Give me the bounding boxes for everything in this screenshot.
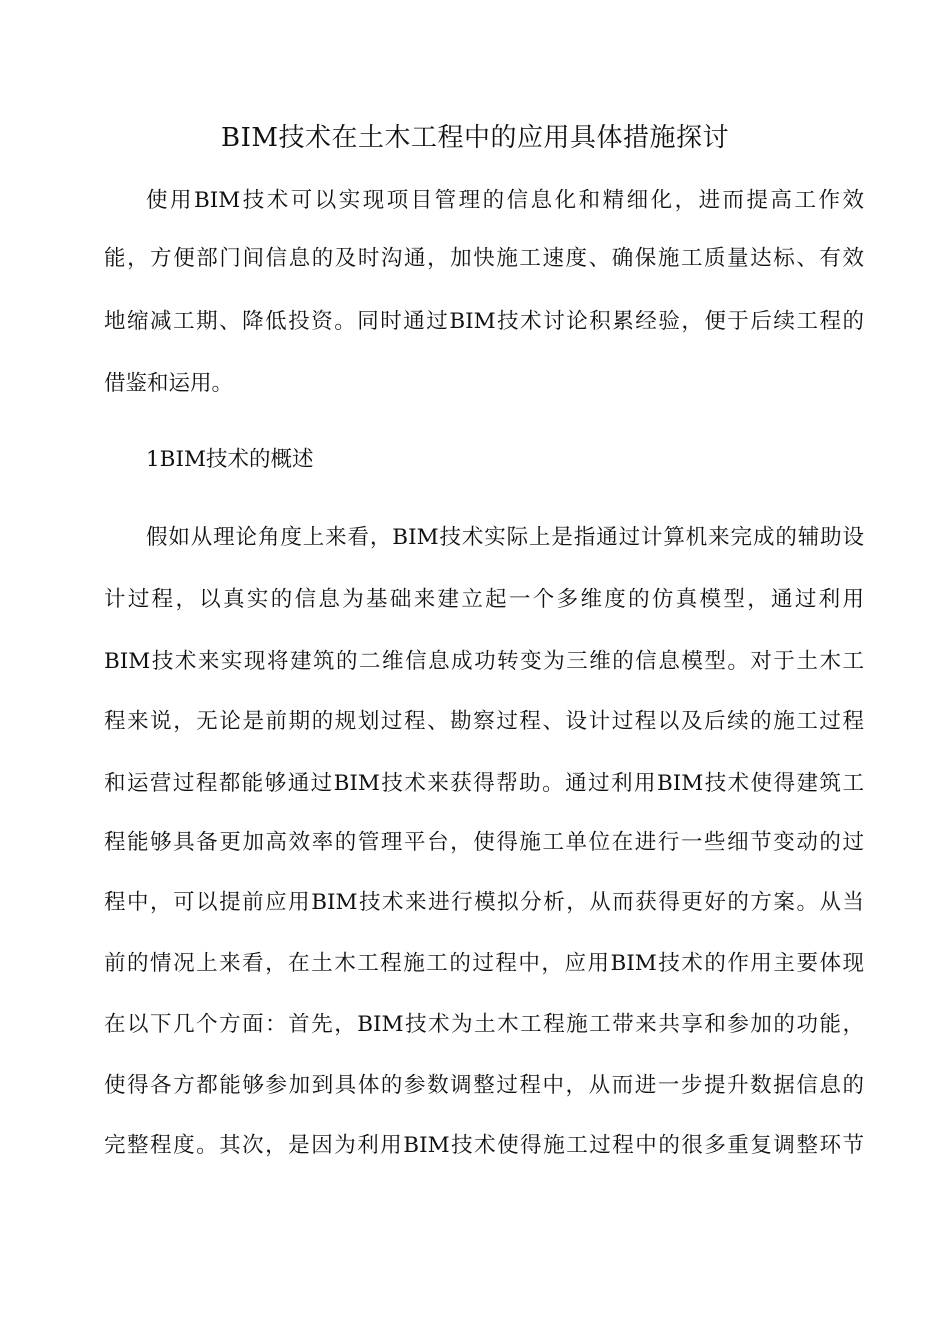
body-line-5: 和运营过程都能够通过BIM技术来获得帮助。通过利用BIM技术使得建筑工 xyxy=(104,771,864,796)
document-title: BIM技术在土木工程中的应用具体措施探讨 xyxy=(221,123,729,153)
body-line-8: 前的情况上来看，在土木工程施工的过程中，应用BIM技术的作用主要体现 xyxy=(104,951,864,976)
body-line-9: 在以下几个方面：首先，BIM技术为土木工程施工带来共享和参加的功能， xyxy=(104,1012,864,1037)
section-heading: 1BIM技术的概述 xyxy=(146,447,314,472)
body-line-6: 程能够具备更加高效率的管理平台，使得施工单位在进行一些细节变动的过 xyxy=(104,830,864,855)
intro-line-4: 借鉴和运用。 xyxy=(104,371,234,396)
body-line-10: 使得各方都能够参加到具体的参数调整过程中，从而进一步提升数据信息的 xyxy=(104,1073,864,1098)
intro-line-2: 能，方便部门间信息的及时沟通，加快施工速度、确保施工质量达标、有效 xyxy=(104,246,864,271)
body-line-2: 计过程，以真实的信息为基础来建立起一个多维度的仿真模型，通过利用 xyxy=(104,587,864,612)
body-line-3: BIM技术来实现将建筑的二维信息成功转变为三维的信息模型。对于土木工 xyxy=(104,649,864,674)
body-line-4: 程来说，无论是前期的规划过程、勘察过程、设计过程以及后续的施工过程 xyxy=(104,709,864,734)
body-line-1: 假如从理论角度上来看，BIM技术实际上是指通过计算机来完成的辅助设 xyxy=(146,525,864,550)
body-line-11: 完整程度。其次，是因为利用BIM技术使得施工过程中的很多重复调整环节 xyxy=(104,1133,864,1158)
intro-line-3: 地缩减工期、降低投资。同时通过BIM技术讨论积累经验，便于后续工程的 xyxy=(104,309,864,334)
intro-line-1: 使用BIM技术可以实现项目管理的信息化和精细化，进而提高工作效 xyxy=(146,188,864,213)
body-line-7: 程中，可以提前应用BIM技术来进行模拟分析，从而获得更好的方案。从当 xyxy=(104,890,864,915)
